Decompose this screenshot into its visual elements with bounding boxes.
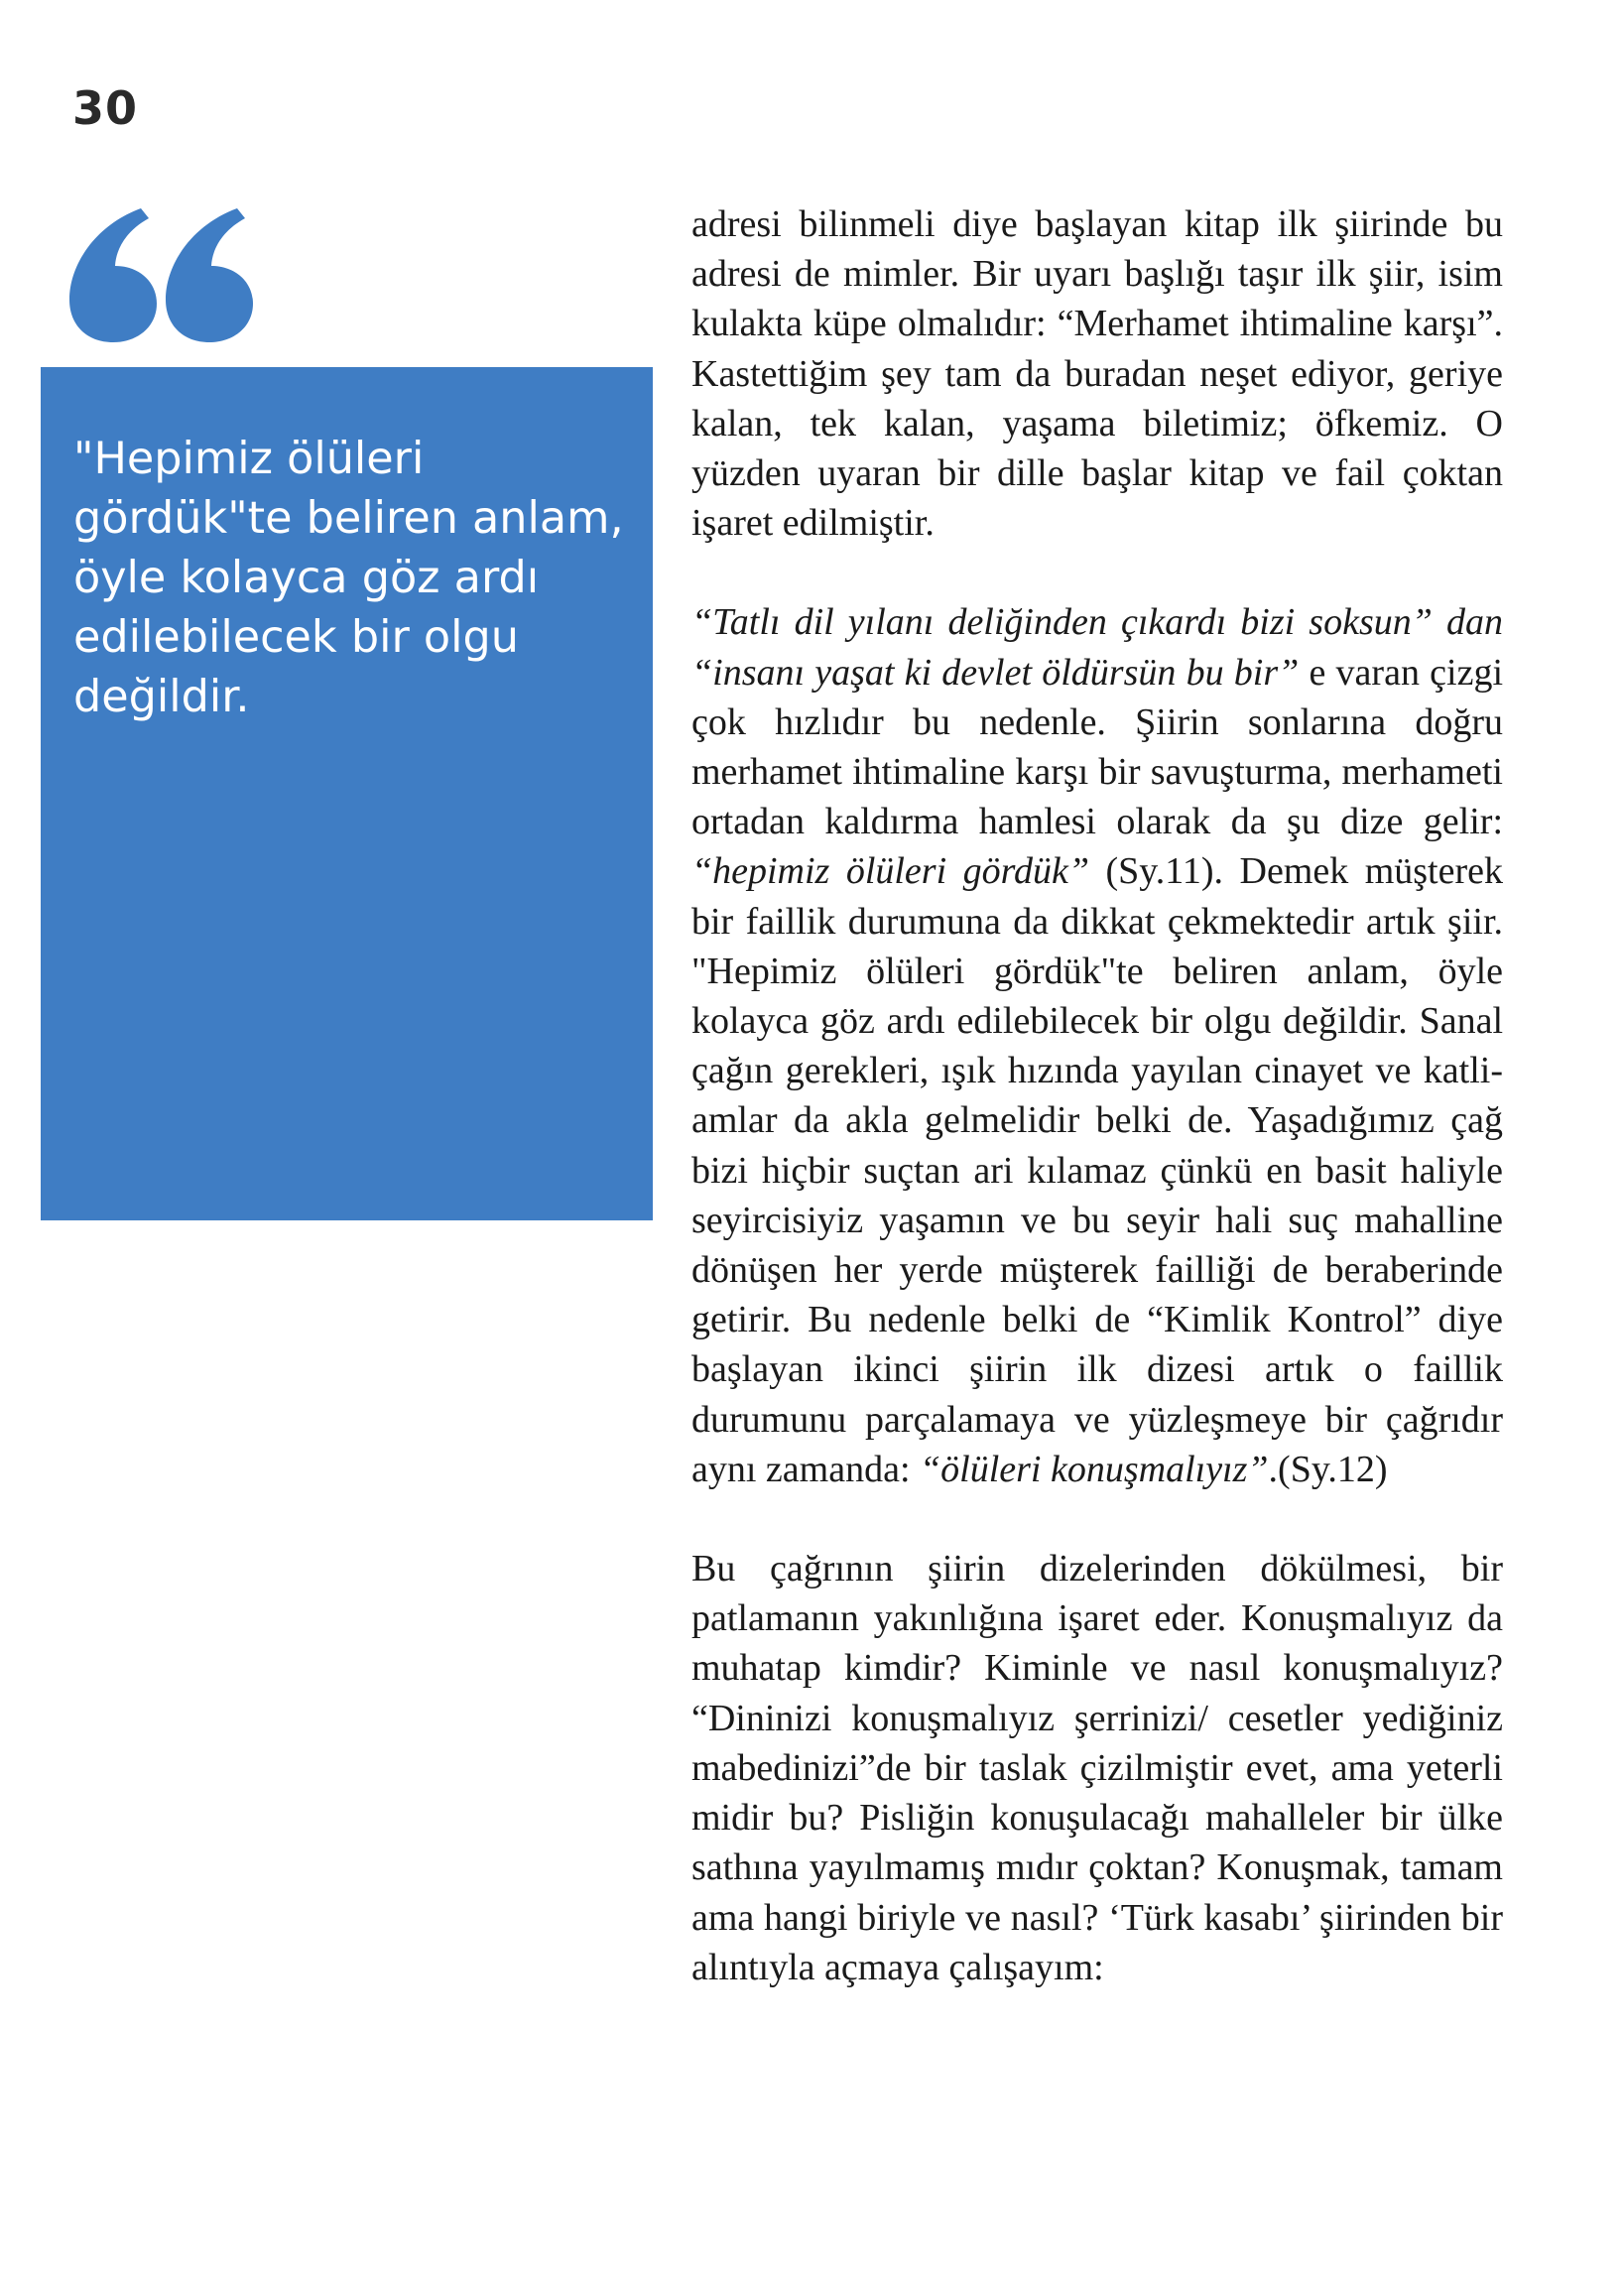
- paragraph-text: (Sy.11). Demek müşterek bir faillik durumuna da dikkat çekmektedir artık şiir. "Hepimiz ölüleri gördük"te beliren anlam, öyle kolayca göz ardı edilebilecek bir olgu değildir. Sanal çağın gerekleri, ışık hızında yayılan cinayet ve katliamlar da akla gelmelidir belki de. Yaşadığımız çağ bizi hiçbir suçtan ari kılamaz çünkü en basit haliyle seyircisiyiz yaşamın ve bu seyir hali suç mahalline dönüşen her yerde müşterek failliği de beraberinde getirir. Bu nedenle belki de “Kimlik Kontrol” diye başlayan ikinci şiirin ilk dizesi artık o faillik durumunu parçalamaya ve yüzleşmeye bir çağrıdır aynı zamanda:: [691, 850, 1503, 1490]
- inline-quote: “Tatlı dil yılanı deliğinden çıkardı bizi soksun” dan “insanı yaşat ki devlet öldürsün bu bir”: [691, 601, 1503, 694]
- inline-quote: “ölüleri konuşmalıyız”: [920, 1448, 1269, 1490]
- body-text-column: [691, 199, 1503, 1992]
- inline-quote: “hepimiz ölüleri gördük”: [691, 850, 1089, 893]
- quotation-mark-icon: [69, 208, 253, 342]
- paragraph-text: .(Sy.12): [1268, 1448, 1388, 1490]
- paragraph-1: adresi bilinmeli diye başlayan kitap ilk şiirinde bu adresi de mimler. Bir uyarı başlığı taşır ilk şiir, isim kulakta küpe olmalıdır: “Merhamet ihtimaline karşı”. Kastettiğim şey tam da buradan neşet ediyor, geriye kalan, tek kalan, yaşama biletimiz; öfkemiz. O yüzden uyaran bir dille başlar kitap ve fail çoktan işaret edilmiştir.: [691, 203, 1503, 545]
- pull-quote-box: [41, 367, 653, 1220]
- page-number: 30: [72, 81, 139, 135]
- paragraph-2: [691, 597, 1503, 1494]
- pull-quote-text: "Hepimiz ölüleri gördük"te beliren anlam, öyle kolayca göz ardı edilebilecek bir olgu değildir.: [73, 434, 624, 722]
- paragraph-3: Bu çağrının şiirin dizelerinden dökülmesi, bir patlamanın yakınlığına işaret eder. Konuşmalıyız da muhatap kimdir? Kiminle ve nasıl konuşmalıyız? “Dininizi konuşmalıyız şerrinizi/ cesetler yediğiniz mabedinizi”de bir taslak çizilmiştir evet, ama yeterli midir bu? Pisliğin konuşulacağı mahalleler bir ülke sathına yayılmamış mıdır çoktan? Konuşmak, tamam ama hangi biriyle ve nasıl? ‘Türk kasabı’ şiirinden bir alıntıyla açmaya çalışayım:: [691, 1548, 1503, 1988]
- paragraph-text: e varan çizgi çok hızlıdır bu nedenle. Şiirin sonlarına doğru merhamet ihtimaline karşı bir savuşturma, merhameti ortadan kaldırma hamlesi olarak da şu dize gelir:: [691, 651, 1503, 843]
